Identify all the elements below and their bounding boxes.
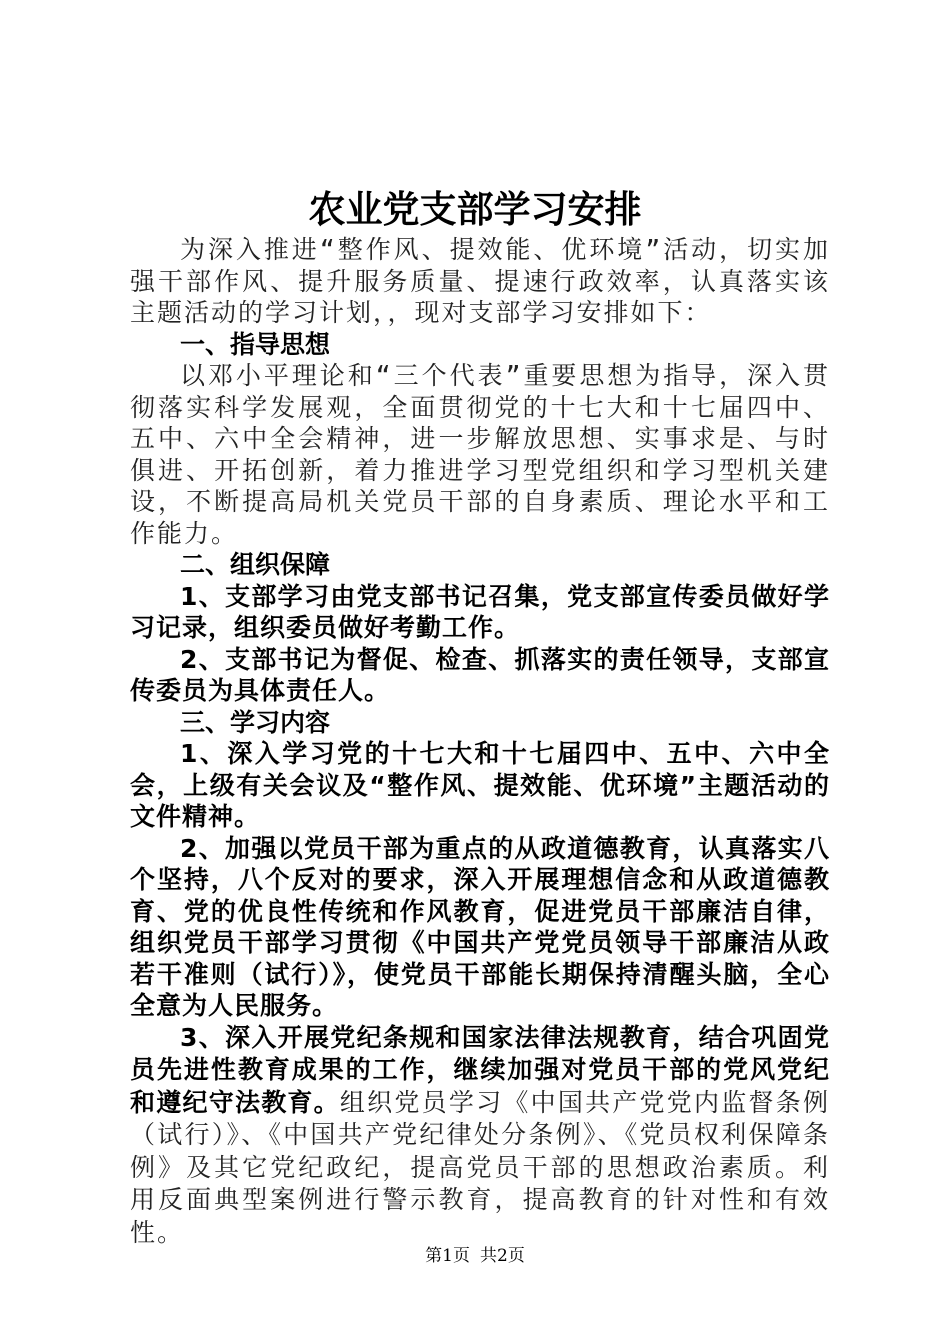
section-3-paragraph-3 [130,1022,830,1250]
section-2-paragraph-1: 1、支部学习由党支部书记召集，党支部宣传委员做好学习记录，组织委员做好考勤工作。 [130,581,830,642]
section-3-paragraph-1: 1、深入学习党的十七大和十七届四中、五中、六中全会，上级有关会议及“整作风、提效能、优环境”主题活动的文件精神。 [130,739,830,831]
page-number: 第1页 [425,1246,470,1266]
section-2-paragraph-2: 2、支部书记为督促、检查、抓落实的责任领导，支部宣传委员为具体责任人。 [130,644,830,705]
section-1-paragraph-1: 以邓小平理论和“三个代表”重要思想为指导，深入贯彻落实科学发展观，全面贯彻党的十七大和十七届四中、五中、六中全会精神，进一步解放思想、实事求是、与时俱进、开拓创新，着力推进学习型党组织和学习型机关建设，不断提高局机关党员干部的自身素质、理论水平和工作能力。 [130,361,830,548]
paragraph-3-bold-part: 3、深入开展党纪条规和国家法律法规教育，结合巩固党员先进性教育成果的工作，继续加强对党员干部的党风党纪和遵纪守法教育。 [130,1022,830,1117]
section-heading-guiding-thought: 一、指导思想 [180,329,331,359]
page-footer [0,1241,950,1266]
section-3-paragraph-2: 2、加强以党员干部为重点的从政道德教育，认真落实八个坚持，八个反对的要求，深入开展理想信念和从政道德教育、党的优良性传统和作风教育，促进党员干部廉洁自律，组织党员干部学习贯彻《中国共产党党员领导干部廉洁从政若干准则（试行）》，使党员干部能长期保持清醒头脑，全心全意为人民服务。 [130,833,830,1020]
section-heading-organization: 二、组织保障 [180,550,331,579]
intro-paragraph: 为深入推进“整作风、提效能、优环境”活动，切实加强干部作风、提升服务质量、提速行政效率，认真落实该主题活动的学习计划，，现对支部学习安排如下： [130,235,830,327]
paragraph-3-light-part: 组织党员学习《中国共产党党内监督条例（试行）》、《中国共产党纪律处分条例》、《党员权利保障条例》及其它党纪政纪，提高党员干部的思想政治素质。利用反面典型案例进行警示教育，提高教育的针对性和有效性。 [130,1087,830,1247]
section-heading-content: 三、学习内容 [180,707,331,737]
document-body [130,234,830,1249]
page-total: 共2页 [480,1246,525,1266]
document-title: 农业党支部学习安排 [308,187,642,231]
